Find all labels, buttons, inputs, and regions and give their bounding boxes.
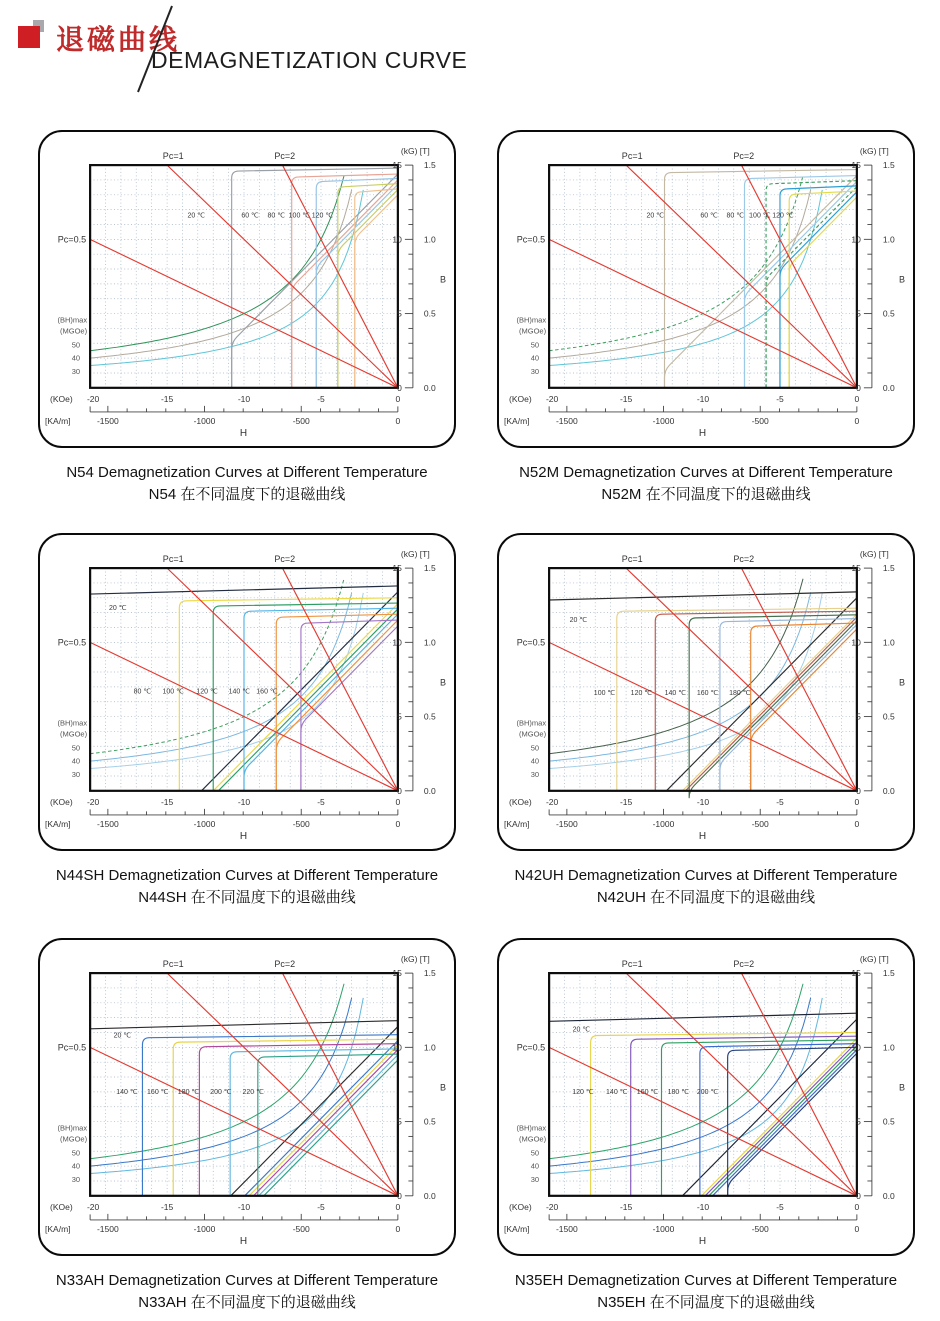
svg-text:40: 40 [71,756,81,766]
svg-text:30: 30 [530,1174,540,1184]
svg-text:1.0: 1.0 [882,234,895,245]
svg-text:0.5: 0.5 [882,1116,895,1127]
svg-text:-5: -5 [317,796,325,807]
caption-en: N52M Demagnetization Curves at Different Temperature [519,464,893,481]
svg-text:-1500: -1500 [555,1223,578,1234]
svg-text:50: 50 [71,340,81,350]
svg-text:50: 50 [71,1148,81,1158]
caption-zh: N33AH 在不同温度下的退磁曲线 [138,1293,356,1311]
svg-text:-10: -10 [696,393,710,404]
chart-card-N35EH [497,938,915,1256]
svg-text:Pc=1: Pc=1 [621,959,643,970]
page-title-en: DEMAGNETIZATION CURVE [151,47,468,73]
caption-en: N35EH Demagnetization Curves at Different Temperature [514,1272,898,1289]
svg-text:0: 0 [397,382,402,393]
svg-text:Pc=2: Pc=2 [274,554,296,565]
chart-card-N52M [497,130,915,448]
svg-text:0.5: 0.5 [882,308,895,319]
svg-text:40: 40 [530,756,540,766]
svg-text:H: H [698,830,707,842]
svg-text:0: 0 [854,818,860,829]
chart-canvas-N44SH [40,535,454,849]
svg-text:(kG) [T]: (kG) [T] [859,146,889,157]
svg-text:(MGOe): (MGOe) [59,729,88,739]
svg-text:[KA/m]: [KA/m] [504,818,530,829]
svg-text:(MGOe): (MGOe) [59,1134,88,1144]
svg-text:(BH)max: (BH)max [516,315,547,325]
svg-text:20 ℃: 20 ℃ [572,1026,591,1034]
svg-text:-5: -5 [776,796,784,807]
svg-text:0: 0 [395,1223,401,1234]
chart-canvas-N52M [499,132,913,446]
svg-text:-500: -500 [751,1223,769,1234]
svg-text:1.0: 1.0 [423,637,436,648]
svg-text:50: 50 [71,743,81,753]
svg-text:-5: -5 [776,393,784,404]
svg-text:-1500: -1500 [555,818,578,829]
svg-text:40: 40 [530,1161,540,1171]
svg-text:(BH)max: (BH)max [57,718,88,728]
svg-text:20 ℃: 20 ℃ [646,212,665,220]
chart-caption-N42UH [497,865,915,909]
svg-text:(kG) [T]: (kG) [T] [400,549,430,560]
svg-text:50: 50 [530,340,540,350]
svg-text:-1000: -1000 [193,1223,216,1234]
svg-text:H: H [698,427,707,439]
svg-text:-15: -15 [160,393,174,404]
svg-text:180 ℃: 180 ℃ [177,1088,200,1096]
svg-text:(kG) [T]: (kG) [T] [400,954,430,965]
svg-text:Pc=0.5: Pc=0.5 [516,637,546,648]
svg-text:80 ℃: 80 ℃ [726,212,745,220]
svg-text:Pc=1: Pc=1 [621,151,643,162]
svg-text:-10: -10 [237,1201,251,1212]
svg-text:Pc=1: Pc=1 [162,554,184,565]
svg-text:40: 40 [71,1161,81,1171]
page-title-zh: 退磁曲线 [56,24,181,55]
svg-text:10: 10 [392,1042,402,1053]
svg-text:(KOe): (KOe) [509,393,532,404]
svg-text:30: 30 [530,366,540,376]
svg-text:120 ℃: 120 ℃ [196,688,218,696]
svg-text:-1500: -1500 [96,818,119,829]
svg-text:(KOe): (KOe) [509,796,532,807]
svg-text:Pc=1: Pc=1 [621,554,643,565]
svg-text:-10: -10 [237,796,251,807]
svg-text:(KOe): (KOe) [50,796,73,807]
svg-text:-15: -15 [619,1201,633,1212]
svg-text:(MGOe): (MGOe) [59,326,88,336]
svg-text:H: H [239,427,248,439]
svg-text:(MGOe): (MGOe) [518,1134,547,1144]
svg-text:1.0: 1.0 [882,1042,895,1053]
svg-text:[KA/m]: [KA/m] [45,415,71,426]
svg-text:1.0: 1.0 [882,637,895,648]
svg-text:120 ℃: 120 ℃ [630,689,653,697]
svg-text:(KOe): (KOe) [50,1201,73,1212]
svg-text:180 ℃: 180 ℃ [667,1088,690,1096]
caption-zh: N35EH 在不同温度下的退磁曲线 [597,1293,815,1311]
svg-text:50: 50 [530,1148,540,1158]
svg-text:(kG) [T]: (kG) [T] [400,146,430,157]
chart-canvas-N35EH [499,940,913,1254]
svg-text:15: 15 [851,563,861,574]
svg-text:0.5: 0.5 [423,1116,436,1127]
svg-text:60 ℃: 60 ℃ [241,212,259,220]
chart-card-N54 [38,130,456,448]
caption-zh: N54 在不同温度下的退磁曲线 [148,485,346,503]
svg-text:0.5: 0.5 [882,711,895,722]
svg-text:140 ℃: 140 ℃ [606,1088,628,1096]
svg-text:-15: -15 [160,796,174,807]
svg-text:0: 0 [856,1190,861,1201]
svg-text:[KA/m]: [KA/m] [504,1223,530,1234]
svg-text:[KA/m]: [KA/m] [504,415,530,426]
svg-text:0: 0 [395,415,401,426]
svg-text:B: B [439,274,446,285]
svg-text:-500: -500 [292,818,310,829]
svg-text:20 ℃: 20 ℃ [113,1032,132,1040]
svg-text:10: 10 [851,1042,861,1053]
svg-text:220 ℃: 220 ℃ [242,1088,264,1096]
svg-text:-20: -20 [86,393,100,404]
caption-en: N44SH Demagnetization Curves at Different Temperature [55,867,439,884]
svg-text:(KOe): (KOe) [50,393,73,404]
svg-text:0: 0 [854,393,860,404]
svg-text:-1000: -1000 [193,818,216,829]
svg-text:100 ℃: 100 ℃ [162,688,184,696]
svg-text:100 ℃: 100 ℃ [593,689,616,697]
svg-text:-15: -15 [619,796,633,807]
svg-text:10: 10 [392,637,402,648]
svg-text:1.0: 1.0 [423,234,436,245]
svg-text:15: 15 [851,968,861,979]
svg-text:5: 5 [856,711,861,722]
svg-text:0: 0 [854,1201,860,1212]
svg-text:180 ℃: 180 ℃ [729,689,751,697]
svg-text:1.5: 1.5 [423,968,436,979]
chart-card-N33AH [38,938,456,1256]
svg-text:-5: -5 [317,1201,325,1212]
svg-text:10: 10 [851,234,861,245]
svg-text:B: B [898,677,905,688]
svg-text:(KOe): (KOe) [509,1201,532,1212]
svg-text:Pc=2: Pc=2 [274,959,296,970]
svg-text:-20: -20 [86,1201,100,1212]
svg-text:0.0: 0.0 [882,785,895,796]
svg-text:0: 0 [397,785,402,796]
svg-text:0.0: 0.0 [423,382,436,393]
svg-text:15: 15 [392,160,402,171]
svg-text:20 ℃: 20 ℃ [108,605,127,613]
svg-text:0: 0 [397,1190,402,1201]
svg-text:-5: -5 [317,393,325,404]
svg-text:60 ℃: 60 ℃ [700,212,718,220]
svg-text:-10: -10 [696,1201,710,1212]
svg-text:-1500: -1500 [555,415,578,426]
svg-text:Pc=0.5: Pc=0.5 [516,234,546,245]
svg-text:Pc=0.5: Pc=0.5 [516,1042,546,1053]
svg-text:B: B [898,274,905,285]
svg-text:30: 30 [71,1174,81,1184]
svg-text:80 ℃: 80 ℃ [133,688,152,696]
svg-text:-1000: -1000 [652,1223,675,1234]
svg-text:-1500: -1500 [96,415,119,426]
svg-text:200 ℃: 200 ℃ [210,1088,232,1096]
svg-text:40: 40 [530,353,540,363]
svg-text:160 ℃: 160 ℃ [147,1088,169,1096]
svg-text:(BH)max: (BH)max [57,315,88,325]
svg-text:(MGOe): (MGOe) [518,729,547,739]
svg-text:0: 0 [854,415,860,426]
chart-canvas-N33AH [40,940,454,1254]
svg-text:0: 0 [854,1223,860,1234]
slash-decoration [0,0,940,110]
svg-text:30: 30 [530,769,540,779]
caption-zh: N42UH 在不同温度下的退磁曲线 [596,888,816,906]
svg-text:1.0: 1.0 [423,1042,436,1053]
chart-caption-N44SH [38,865,456,909]
svg-text:40: 40 [71,353,81,363]
svg-text:20 ℃: 20 ℃ [187,212,206,220]
caption-en: N54 Demagnetization Curves at Different Temperature [66,464,428,481]
svg-text:-1000: -1000 [193,415,216,426]
svg-text:B: B [439,677,446,688]
svg-text:H: H [698,1235,707,1247]
svg-text:Pc=0.5: Pc=0.5 [57,637,87,648]
svg-text:-5: -5 [776,1201,784,1212]
svg-text:10: 10 [392,234,402,245]
caption-en: N33AH Demagnetization Curves at Different Temperature [55,1272,439,1289]
svg-text:-500: -500 [292,415,310,426]
svg-text:0.5: 0.5 [423,308,436,319]
svg-text:1.5: 1.5 [423,160,436,171]
svg-text:160 ℃: 160 ℃ [636,1088,659,1096]
svg-text:0: 0 [856,785,861,796]
svg-text:0.5: 0.5 [423,711,436,722]
chart-card-N44SH [38,533,456,851]
svg-text:100 ℃: 100 ℃ [288,212,311,220]
svg-text:-20: -20 [545,393,559,404]
svg-text:-15: -15 [160,1201,174,1212]
svg-text:0: 0 [395,1201,401,1212]
caption-zh: N44SH 在不同温度下的退磁曲线 [138,888,356,906]
svg-text:0: 0 [395,818,401,829]
svg-text:140 ℃: 140 ℃ [664,689,687,697]
svg-text:-500: -500 [751,415,769,426]
svg-text:200 ℃: 200 ℃ [696,1088,719,1096]
svg-text:1.5: 1.5 [423,563,436,574]
svg-text:1.5: 1.5 [882,563,895,574]
chart-card-N42UH [497,533,915,851]
caption-en: N42UH Demagnetization Curves at Different Temperature [514,867,898,884]
svg-text:30: 30 [71,366,81,376]
svg-text:[KA/m]: [KA/m] [45,1223,71,1234]
svg-text:Pc=2: Pc=2 [733,959,755,970]
svg-text:15: 15 [392,563,402,574]
svg-text:[KA/m]: [KA/m] [45,818,71,829]
svg-text:H: H [239,830,248,842]
chart-canvas-N42UH [499,535,913,849]
svg-text:1.5: 1.5 [882,160,895,171]
svg-text:(MGOe): (MGOe) [518,326,547,336]
svg-text:-1000: -1000 [652,818,675,829]
chart-caption-N54 [38,462,456,506]
svg-text:B: B [898,1082,905,1093]
svg-text:80 ℃: 80 ℃ [267,212,286,220]
chart-canvas-N54 [40,132,454,446]
svg-text:5: 5 [856,1116,861,1127]
svg-text:-500: -500 [292,1223,310,1234]
svg-text:-500: -500 [751,818,769,829]
svg-text:120 ℃: 120 ℃ [572,1088,594,1096]
svg-text:0: 0 [854,796,860,807]
svg-text:H: H [239,1235,248,1247]
svg-text:(kG) [T]: (kG) [T] [859,549,889,560]
svg-text:0.0: 0.0 [423,1190,436,1201]
svg-text:30: 30 [71,769,81,779]
svg-text:Pc=0.5: Pc=0.5 [57,1042,87,1053]
svg-text:-1500: -1500 [96,1223,119,1234]
svg-text:10: 10 [851,637,861,648]
svg-text:140 ℃: 140 ℃ [116,1088,138,1096]
svg-text:(BH)max: (BH)max [57,1123,88,1133]
svg-text:120 ℃: 120 ℃ [772,212,794,220]
svg-text:5: 5 [397,308,402,319]
svg-text:-1000: -1000 [652,415,675,426]
svg-text:Pc=0.5: Pc=0.5 [57,234,87,245]
svg-text:50: 50 [530,743,540,753]
svg-text:-20: -20 [545,796,559,807]
svg-text:0: 0 [395,796,401,807]
svg-text:0.0: 0.0 [423,785,436,796]
svg-text:160 ℃: 160 ℃ [696,689,719,697]
svg-text:160 ℃: 160 ℃ [256,688,278,696]
svg-text:B: B [439,1082,446,1093]
svg-text:140 ℃: 140 ℃ [228,688,251,696]
svg-text:15: 15 [392,968,402,979]
svg-text:100 ℃: 100 ℃ [749,212,771,220]
chart-caption-N33AH [38,1270,456,1314]
svg-text:(BH)max: (BH)max [516,1123,547,1133]
svg-text:5: 5 [397,711,402,722]
svg-text:(kG) [T]: (kG) [T] [859,954,889,965]
svg-text:5: 5 [856,308,861,319]
svg-text:0.0: 0.0 [882,382,895,393]
svg-text:Pc=2: Pc=2 [274,151,296,162]
svg-text:20 ℃: 20 ℃ [569,617,588,625]
svg-text:1.5: 1.5 [882,968,895,979]
svg-text:0.0: 0.0 [882,1190,895,1201]
svg-text:Pc=2: Pc=2 [733,151,755,162]
svg-text:(BH)max: (BH)max [516,718,547,728]
caption-zh: N52M 在不同温度下的退磁曲线 [601,485,811,503]
svg-text:Pc=1: Pc=1 [162,959,184,970]
svg-text:-20: -20 [545,1201,559,1212]
chart-caption-N52M [497,462,915,506]
svg-text:-20: -20 [86,796,100,807]
svg-text:-15: -15 [619,393,633,404]
svg-text:-10: -10 [696,796,710,807]
svg-text:-10: -10 [237,393,251,404]
svg-text:Pc=1: Pc=1 [162,151,184,162]
svg-text:5: 5 [397,1116,402,1127]
svg-text:0: 0 [856,382,861,393]
svg-text:120 ℃: 120 ℃ [311,212,334,220]
svg-text:Pc=2: Pc=2 [733,554,755,565]
chart-caption-N35EH [497,1270,915,1314]
svg-text:0: 0 [395,393,401,404]
page-header [0,0,940,110]
svg-text:15: 15 [851,160,861,171]
